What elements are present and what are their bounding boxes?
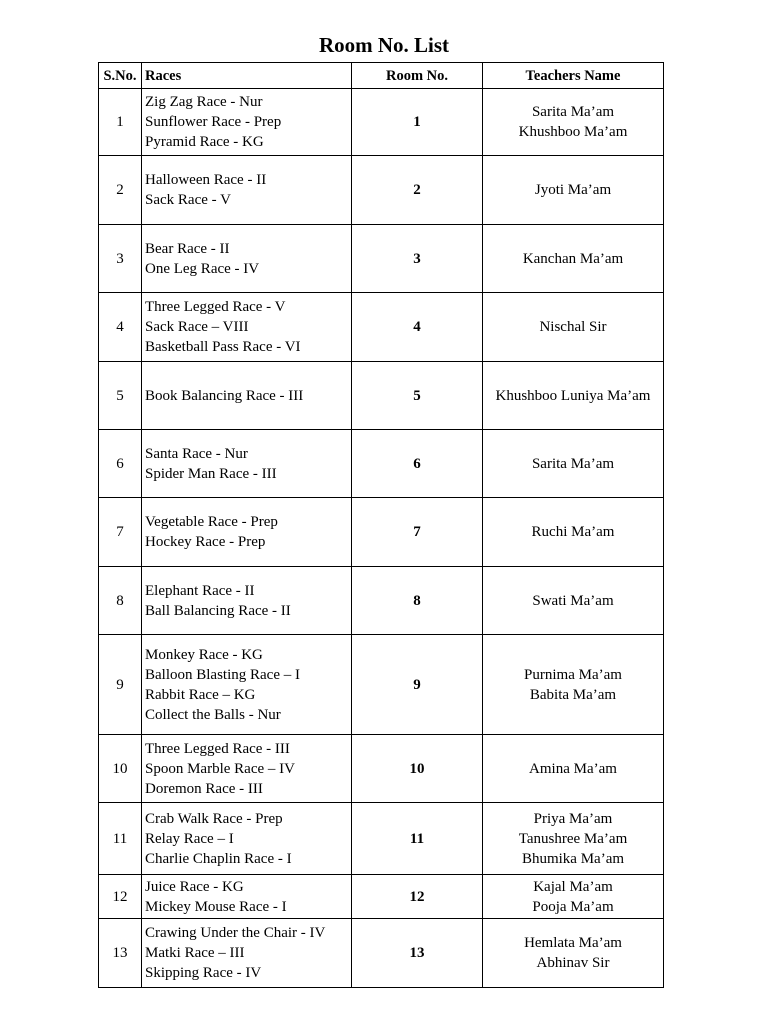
race-entry: Collect the Balls - Nur xyxy=(145,706,281,723)
cell-races xyxy=(142,362,352,430)
cell-room-no: 3 xyxy=(352,225,483,293)
cell-room-no: 6 xyxy=(352,430,483,498)
race-entry: Spoon Marble Race – IV xyxy=(145,760,295,777)
race-entry: Hockey Race - Prep xyxy=(145,534,266,550)
cell-teachers xyxy=(483,362,664,430)
table-body xyxy=(99,89,664,988)
race-entry: Book Balancing Race - III xyxy=(145,387,304,404)
teacher-name: Swati Ma’am xyxy=(532,592,614,609)
table-row xyxy=(99,293,664,362)
race-entry: Three Legged Race - III xyxy=(145,740,290,757)
race-entry: Mickey Mouse Race - I xyxy=(145,898,287,915)
race-entry: Elephant Race - II xyxy=(145,582,255,599)
teacher-name: Sarita Ma’am xyxy=(531,104,615,120)
table-row xyxy=(99,225,664,293)
teacher-name: Jyoti Ma’am xyxy=(534,182,612,198)
race-entry: Halloween Race - II xyxy=(145,172,267,188)
header-sno: S.No. xyxy=(99,63,142,89)
race-entry: Bear Race - II xyxy=(145,240,230,257)
teacher-name: Amina Ma’am xyxy=(529,760,617,777)
teacher-name: Khushboo Ma’am xyxy=(518,124,628,140)
table-row xyxy=(99,498,664,567)
teacher-name: Khushboo Luniya Ma’am xyxy=(495,387,651,404)
teacher-name: Bhumika Ma’am xyxy=(521,850,625,867)
race-entry: Spider Man Race - III xyxy=(145,465,277,482)
cell-races xyxy=(142,919,352,988)
race-entry: Crab Walk Race - Prep xyxy=(145,810,283,827)
cell-races xyxy=(142,156,352,225)
cell-room-no: 10 xyxy=(352,735,483,803)
cell-sno: 13 xyxy=(99,919,142,988)
teacher-name: Kajal Ma’am xyxy=(533,878,613,895)
table-row xyxy=(99,567,664,635)
race-entry: Sack Race – VIII xyxy=(145,319,249,335)
table-row xyxy=(99,89,664,156)
race-entry: Vegetable Race - Prep xyxy=(145,514,278,530)
cell-sno: 6 xyxy=(99,430,142,498)
cell-room-no: 9 xyxy=(352,635,483,735)
table-row xyxy=(99,156,664,225)
race-entry: Juice Race - KG xyxy=(145,878,244,895)
cell-races xyxy=(142,89,352,156)
teacher-name: Babita Ma’am xyxy=(529,686,617,703)
teacher-name: Nischal Sir xyxy=(539,319,607,335)
race-entry: Balloon Blasting Race – I xyxy=(145,666,300,683)
cell-room-no: 4 xyxy=(352,293,483,362)
table-row xyxy=(99,803,664,875)
table-row xyxy=(99,635,664,735)
teacher-name: Sarita Ma’am xyxy=(531,455,615,472)
race-entry: One Leg Race - IV xyxy=(145,260,260,277)
cell-room-no: 11 xyxy=(352,803,483,875)
race-entry: Monkey Race - KG xyxy=(145,646,263,663)
cell-races xyxy=(142,875,352,919)
cell-room-no: 12 xyxy=(352,875,483,919)
cell-races xyxy=(142,498,352,567)
cell-sno: 12 xyxy=(99,875,142,919)
cell-room-no: 7 xyxy=(352,498,483,567)
header-teachers-name: Teachers Name xyxy=(483,63,664,89)
cell-teachers xyxy=(483,803,664,875)
table-header-row xyxy=(99,63,664,89)
teacher-name: Priya Ma’am xyxy=(533,810,613,827)
table-row xyxy=(99,875,664,919)
cell-teachers xyxy=(483,875,664,919)
cell-races xyxy=(142,293,352,362)
race-entry: Santa Race - Nur xyxy=(145,445,248,462)
race-entry: Three Legged Race - V xyxy=(145,299,286,315)
race-entry: Zig Zag Race - Nur xyxy=(145,94,263,110)
cell-races xyxy=(142,430,352,498)
teacher-name: Ruchi Ma’am xyxy=(531,524,615,540)
race-entry: Rabbit Race – KG xyxy=(145,686,256,703)
race-entry: Relay Race – I xyxy=(145,830,234,847)
cell-teachers xyxy=(483,567,664,635)
cell-sno: 7 xyxy=(99,498,142,567)
cell-teachers xyxy=(483,156,664,225)
cell-races xyxy=(142,735,352,803)
cell-teachers xyxy=(483,89,664,156)
room-list-table xyxy=(98,62,664,988)
cell-room-no: 2 xyxy=(352,156,483,225)
cell-room-no: 8 xyxy=(352,567,483,635)
cell-sno: 5 xyxy=(99,362,142,430)
cell-sno: 4 xyxy=(99,293,142,362)
cell-sno: 10 xyxy=(99,735,142,803)
cell-room-no: 5 xyxy=(352,362,483,430)
cell-sno: 8 xyxy=(99,567,142,635)
cell-races xyxy=(142,635,352,735)
race-entry: Crawing Under the Chair - IV xyxy=(145,925,326,941)
cell-sno: 11 xyxy=(99,803,142,875)
teacher-name: Pooja Ma’am xyxy=(532,898,614,915)
cell-sno: 9 xyxy=(99,635,142,735)
teacher-name: Tanushree Ma’am xyxy=(518,830,628,847)
cell-sno: 1 xyxy=(99,89,142,156)
table-row xyxy=(99,919,664,988)
cell-teachers xyxy=(483,635,664,735)
cell-sno: 3 xyxy=(99,225,142,293)
cell-teachers xyxy=(483,735,664,803)
cell-teachers xyxy=(483,430,664,498)
race-entry: Skipping Race - IV xyxy=(145,965,262,981)
race-entry: Charlie Chaplin Race - I xyxy=(145,850,292,867)
cell-teachers xyxy=(483,293,664,362)
race-entry: Matki Race – III xyxy=(145,945,245,961)
race-entry: Basketball Pass Race - VI xyxy=(145,339,301,355)
cell-races xyxy=(142,567,352,635)
table-row xyxy=(99,430,664,498)
header-room-no: Room No. xyxy=(352,63,483,89)
cell-room-no: 1 xyxy=(352,89,483,156)
header-races: Races xyxy=(142,63,352,89)
cell-races xyxy=(142,225,352,293)
table-row xyxy=(99,362,664,430)
teacher-name: Kanchan Ma’am xyxy=(522,250,624,267)
race-entry: Sunflower Race - Prep xyxy=(145,114,282,130)
cell-teachers xyxy=(483,225,664,293)
cell-teachers xyxy=(483,919,664,988)
cell-teachers xyxy=(483,498,664,567)
race-entry: Ball Balancing Race - II xyxy=(145,602,291,619)
cell-races xyxy=(142,803,352,875)
table-row xyxy=(99,735,664,803)
teacher-name: Hemlata Ma’am xyxy=(524,935,622,951)
teacher-name: Abhinav Sir xyxy=(536,955,610,971)
page-title: Room No. List xyxy=(318,33,450,57)
teacher-name: Purnima Ma’am xyxy=(524,666,622,683)
race-entry: Sack Race - V xyxy=(145,192,231,208)
race-entry: Pyramid Race - KG xyxy=(145,134,264,150)
cell-room-no: 13 xyxy=(352,919,483,988)
race-entry: Doremon Race - III xyxy=(145,780,263,797)
cell-sno: 2 xyxy=(99,156,142,225)
